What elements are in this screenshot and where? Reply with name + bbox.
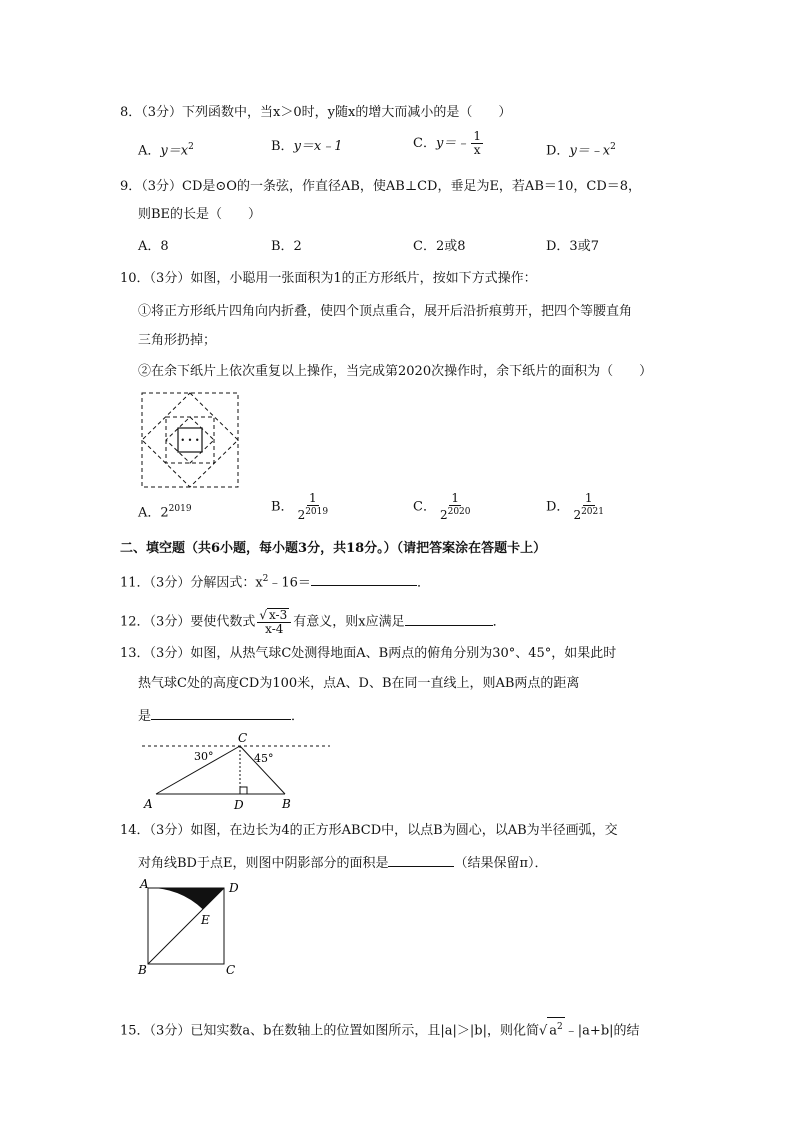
q14-label-b: B xyxy=(138,963,147,977)
q14-shaded-region xyxy=(148,888,224,909)
q10-step1-line2: 三角形扔掉； xyxy=(138,333,217,348)
q14-label-e: E xyxy=(201,913,210,927)
q13-label-d: D xyxy=(234,798,244,812)
q14-label-d: D xyxy=(229,881,239,895)
q9-stem-line2: 则BE的长是（ ） xyxy=(138,207,262,222)
q14-stem-line2: 对角线BD于点E，则图中阴影部分的面积是 （结果保留π）． xyxy=(138,856,548,871)
q10-step1-line1: ①将正方形纸片四角向内折叠，使四个顶点重合，展开后沿折痕剪开，把四个等腰直角 xyxy=(138,304,633,319)
q13-stem-line3: 是 ． xyxy=(138,709,305,724)
q12: 12．（3分）要使代数式 $\frac{√ x-3}{x-4}$ 有意义，则x应满足 ． xyxy=(120,608,506,636)
q14-label-c: C xyxy=(226,963,236,977)
q9-option-a[interactable]: A．8 xyxy=(138,239,169,254)
q10-option-a[interactable]: A．$2^{2019}$ xyxy=(138,504,192,521)
q13-label-c: C xyxy=(238,732,248,745)
q10-option-c[interactable]: C． $\frac{1}{2^{2020}}$ xyxy=(413,491,471,522)
q11: 11．（3分）分解因式：$x^2﹣16=$ ． xyxy=(120,574,430,591)
q10-option-d[interactable]: D． $\frac{1}{2^{2021}}$ xyxy=(546,491,604,522)
q12-answer-blank[interactable] xyxy=(405,613,493,626)
q9-option-d[interactable]: D．3或7 xyxy=(546,239,599,254)
q11-answer-blank[interactable] xyxy=(311,573,417,586)
q15-stem: 15．（3分）已知实数a、b在数轴上的位置如图所示，且|a|＞|b|，则化简√ $a^2$ ﹣|a+b|的结 xyxy=(120,1017,640,1040)
q14-stem-line1: 14．（3分）如图，在边长为4的正方形ABCD中，以点B为圆心，以AB为半径画弧，交 xyxy=(120,823,618,838)
q8-c-fraction: $\frac{1}{x}$ xyxy=(473,129,481,157)
q8-stem: 8．（3分）下列函数中，当x＞0时，y随x的增大而减小的是（ ） xyxy=(120,105,512,120)
q12-fraction: $\frac{√ x-3}{x-4}$ xyxy=(257,608,291,636)
q10-step2: ②在余下纸片上依次重复以上操作，当完成第2020次操作时，余下纸片的面积为（ ） xyxy=(138,364,653,379)
q8-option-b[interactable]: B．y＝x﹣1 xyxy=(271,139,343,154)
q8-option-d[interactable]: D．$y=﹣x^2$ xyxy=(546,142,616,159)
q9-stem-line1: 9．（3分）CD是⊙O的一条弦，作直径AB，使AB⊥CD，垂足为E，若AB＝10，CD＝8， xyxy=(120,179,642,194)
q8-option-a[interactable]: A．$y=x^2$ xyxy=(138,142,194,159)
q13-answer-blank[interactable] xyxy=(151,707,291,720)
q14-square-figure xyxy=(134,876,244,978)
q13-angle-45: 45° xyxy=(254,752,274,765)
q13-label-b: B xyxy=(282,797,291,811)
q13-balloon-figure xyxy=(140,732,332,812)
q10-stem-line1: 10．（3分）如图，小聪用一张面积为1的正方形纸片，按如下方式操作： xyxy=(120,271,537,286)
q10-nested-squares-figure xyxy=(141,392,239,488)
q13-stem-line2: 热气球C处的高度CD为100米，点A、D、B在同一直线上，则AB两点的距离 xyxy=(138,676,580,691)
q10-option-b[interactable]: B． $\frac{1}{2^{2019}}$ xyxy=(271,491,329,522)
q9-option-b[interactable]: B．2 xyxy=(271,239,302,254)
q10-figure-dots: • • • xyxy=(180,436,200,445)
q13-label-a: A xyxy=(144,797,153,811)
q14-answer-blank[interactable] xyxy=(388,854,454,867)
q14-label-a: A xyxy=(140,877,149,891)
q8-option-c[interactable]: C．y＝﹣ $\frac{1}{x}$ xyxy=(413,129,481,157)
q9-option-c[interactable]: C．2或8 xyxy=(413,239,466,254)
section-fill-in-title: 二、填空题（共6小题，每小题3分，共18分。）（请把答案涂在答题卡上） xyxy=(120,541,547,556)
q13-angle-30: 30° xyxy=(194,750,214,763)
q13-stem-line1: 13．（3分）如图，从热气球C处测得地面A、B两点的俯角分别为30°、45°，如果此时 xyxy=(120,646,617,661)
